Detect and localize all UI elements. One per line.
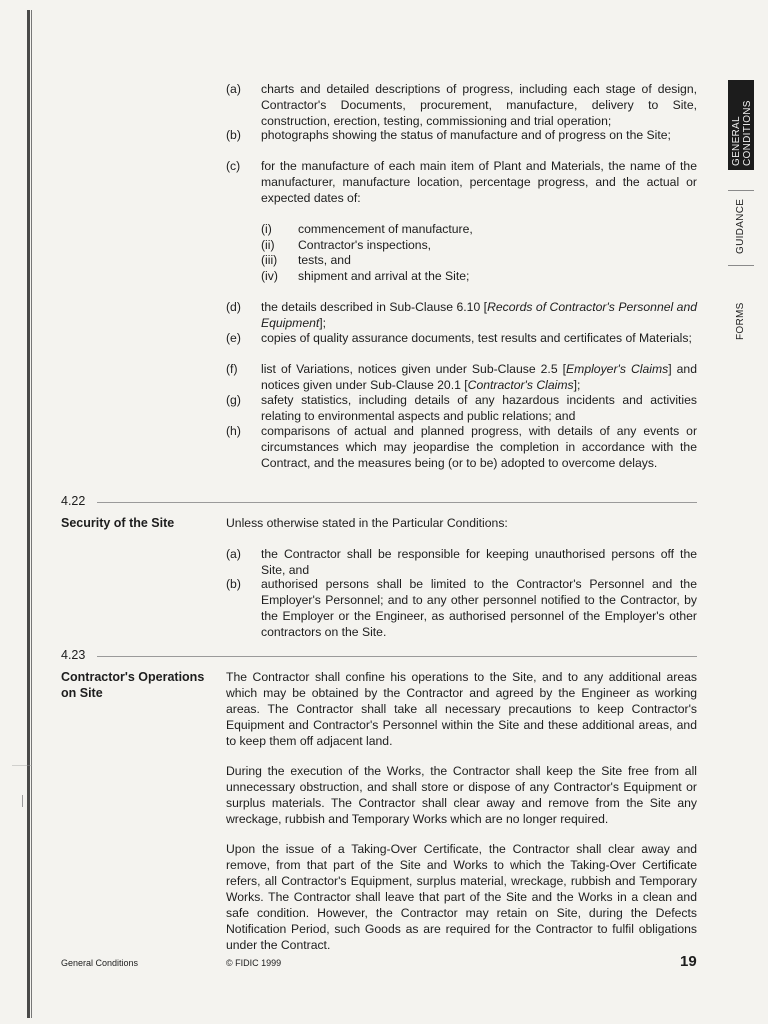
list-item-label: (b) — [226, 128, 241, 142]
italic-reference: Records of Contractor's Personnel and Equipment — [261, 300, 698, 330]
list-item-text: photographs showing the status of manufacture and of progress on the Site; — [261, 128, 671, 142]
list-item-text: for the manufacture of each main item of Plant and Materials, the name of the manufacturer, manufacture location, percentage progress, and the actual or expected dates of: — [261, 159, 697, 205]
tab-guidance[interactable] — [728, 190, 754, 265]
list-item-label: (a) — [226, 547, 241, 561]
clause-number: 4.22 — [61, 494, 86, 508]
clause-divider — [97, 502, 697, 503]
text-run: the details described in Sub-Clause 6.10 [ — [261, 300, 488, 314]
list-item-text — [261, 361, 697, 393]
list-item-text: comparisons of actual and planned progress, with details of any events or circumstances which may jeopardise the completion in accordance with the Contract, and the measures being (or to be) adopted to overcome delays. — [261, 424, 697, 470]
page-number: 19 — [680, 953, 697, 970]
clause-intro: Unless otherwise stated in the Particular Conditions: — [226, 516, 508, 530]
clause-paragraph: The Contractor shall confine his operations to the Site, and to any additional areas which may be obtained by the Contractor and agreed by the Engineer as working areas. The Contractor shall take all necessary precautions to keep Contractor's Equipment and Contractor's Personnel within the Site and these additional areas, and to keep them off adjacent land. — [226, 670, 697, 748]
list-item-text: copies of quality assurance documents, test results and certificates of Materials; — [261, 331, 692, 345]
sublist-item-text: shipment and arrival at the Site; — [298, 269, 470, 283]
list-item-label: (a) — [226, 82, 241, 96]
list-item-label: (c) — [226, 159, 241, 173]
list-item-text — [261, 299, 697, 331]
sublist-item-label: (iv) — [261, 269, 278, 283]
list-item-text: authorised persons shall be limited to the Contractor's Personnel and the Employer's Personnel; and to any other personnel notified to the Contractor, by the Employer or the Engineer, as authorised personnel of the Employer's other contractors on the Site. — [261, 577, 697, 639]
clause-paragraph: During the execution of the Works, the Contractor shall keep the Site free from all unnecessary obstruction, and shall store or dispose of any Contractor's Equipment or surplus materials. The Contractor shall clear away and remove from the Site any wreckage, rubbish and Temporary Works which are no longer required. — [226, 764, 697, 826]
list-item-label: (g) — [226, 393, 241, 407]
tab-label: GENERAL — [731, 116, 742, 166]
sublist-item-text: commencement of manufacture, — [298, 222, 473, 236]
text-run: ] and notices given under Sub-Clause 20.1 [ — [261, 362, 697, 392]
list-item-label: (h) — [226, 424, 241, 438]
tab-divider — [728, 265, 754, 266]
clause-paragraph: Upon the issue of a Taking-Over Certificate, the Contractor shall clear away and remove, from that part of the Site and Works to which the Taking-Over Certificate refers, all Contractor's Equipment, surplus material, wreckage, rubbish and Temporary Works. The Contractor shall leave that part of the Site and the Works in a clean and safe condition. However, the Contractor may retain on Site, during the Defects Notification Period, such Goods as are required for the Contractor to fulfil obligations under the Contract. — [226, 842, 697, 952]
sublist-item-label: (ii) — [261, 238, 275, 252]
list-item-text: the Contractor shall be responsible for keeping unauthorised persons off the Site, and — [261, 547, 697, 577]
tab-label: FORMS — [735, 302, 746, 340]
text-run: ]; — [573, 378, 581, 392]
clause-title: Security of the Site — [61, 516, 175, 530]
footer-section-name: General Conditions — [61, 958, 139, 968]
clause-divider — [97, 656, 697, 657]
list-item-text: safety statistics, including details of any hazardous incidents and activities relating to environmental aspects and public relations; and — [261, 393, 697, 423]
text-run: list of Variations, notices given under Sub-Clause 2.5 [ — [261, 362, 567, 376]
tab-forms[interactable] — [728, 290, 754, 345]
scan-mark — [22, 795, 23, 807]
tab-label: CONDITIONS — [742, 100, 753, 166]
list-item-label: (b) — [226, 577, 241, 591]
scan-mark — [12, 765, 32, 766]
italic-reference: Employer's Claims — [566, 362, 669, 376]
text-run: ]; — [319, 316, 327, 330]
sublist-item-text: Contractor's inspections, — [298, 238, 432, 252]
italic-reference: Contractor's Claims — [467, 378, 574, 392]
clause-title: Contractor's Operations on Site — [61, 670, 205, 700]
tab-general-conditions[interactable] — [728, 80, 754, 170]
page-binding-edge-inner — [31, 10, 32, 1018]
footer-copyright: © FIDIC 1999 — [226, 958, 282, 968]
tab-label: GUIDANCE — [735, 198, 746, 254]
sublist-item-label: (i) — [261, 222, 272, 236]
sublist-item-label: (iii) — [261, 253, 278, 267]
list-item-label: (e) — [226, 331, 241, 345]
sublist-item-text: tests, and — [298, 253, 351, 267]
clause-number: 4.23 — [61, 648, 86, 662]
list-item-label: (f) — [226, 362, 238, 376]
list-item-label: (d) — [226, 300, 241, 314]
list-item-text: charts and detailed descriptions of progress, including each stage of design, Contractor's Documents, procurement, manufacture, delivery to Site, construction, erection, testing, commissioning and trial operation; — [261, 82, 697, 128]
page-binding-edge — [27, 10, 30, 1018]
